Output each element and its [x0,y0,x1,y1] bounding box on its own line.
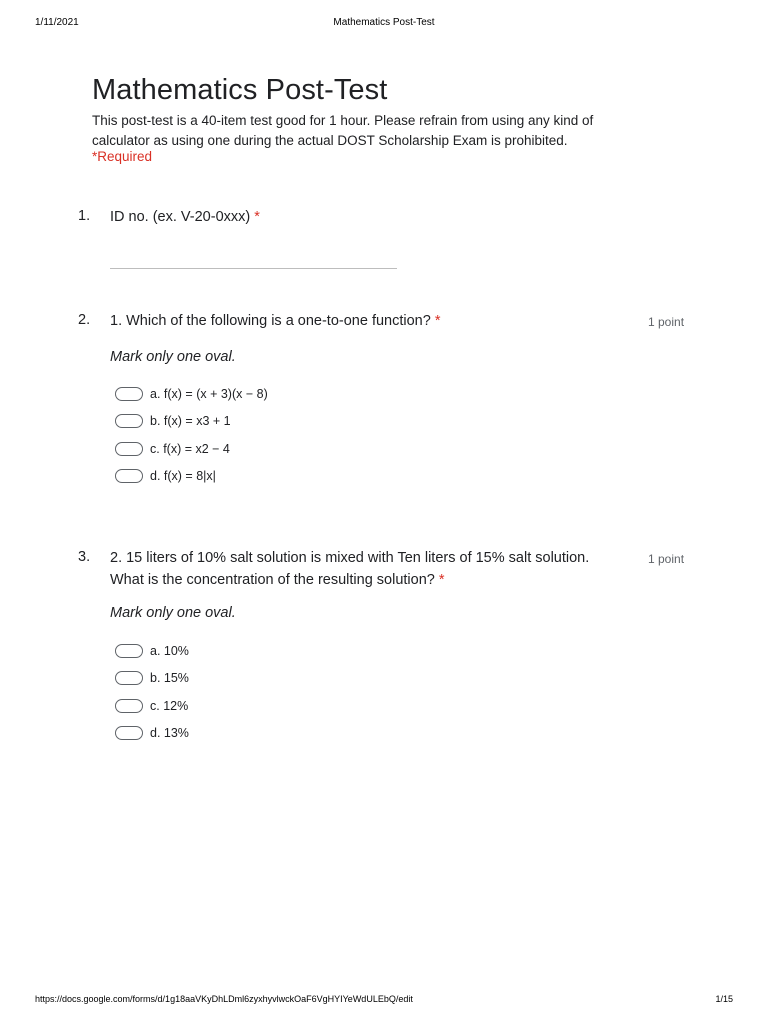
radio-oval[interactable] [115,469,143,483]
print-title: Mathematics Post-Test [333,17,435,28]
question-text [110,547,589,591]
option-d[interactable] [115,724,189,742]
question-label: ID no. (ex. V-20-0xxx) [110,209,251,225]
question-text [110,206,260,228]
option-label: c. 12% [150,699,189,713]
option-b[interactable] [115,669,189,687]
question-label-line-2 [110,569,589,591]
question-number: 3. [78,549,91,565]
question-text [110,310,441,332]
radio-oval[interactable] [115,414,143,428]
points-badge: 1 point [648,315,685,329]
question-label: What is the concentration of the resulting solution? [110,572,435,588]
radio-oval[interactable] [115,644,143,658]
required-asterisk: * [254,209,260,225]
question-label-line-1: 2. 15 liters of 10% salt solution is mixed with Ten liters of 15% salt solution. [110,550,590,566]
option-a[interactable] [115,642,189,660]
radio-oval[interactable] [115,387,143,401]
form-title: Mathematics Post-Test [92,74,388,106]
question-label: 1. Which of the following is a one-to-one function? [110,313,431,329]
print-date: 1/11/2021 [35,17,79,28]
radio-oval[interactable] [115,726,143,740]
option-label: a. 10% [150,644,189,658]
question-number: 1. [78,208,91,224]
option-label: d. f(x) = 8|x| [150,469,216,483]
option-b[interactable] [115,412,231,430]
form-description: This post-test is a 40-item test good for 1 hour. Please refrain from using any kind of calculator as using one during the actual DOST Scholarship Exam is prohibited. [92,113,594,148]
print-url: https://docs.google.com/forms/d/1g18aaVKyDhLDml6zyxhyvlwckOaF6VgHYIYeWdULEbQ/edit [35,994,413,1004]
id-answer-field[interactable] [110,268,397,269]
radio-oval[interactable] [115,442,143,456]
required-note: *Required [92,149,153,164]
question-instruction: Mark only one oval. [110,605,236,621]
option-label: b. 15% [150,671,189,685]
page-number: 1/15 [715,994,733,1004]
option-label: d. 13% [150,726,189,740]
points-badge: 1 point [648,552,685,566]
option-c[interactable] [115,440,230,458]
option-label: c. f(x) = x2 − 4 [150,442,230,456]
required-asterisk: * [438,572,445,588]
radio-oval[interactable] [115,699,143,713]
option-label: b. f(x) = x3 + 1 [150,414,231,428]
print-header [0,17,768,31]
option-d[interactable] [115,467,216,485]
radio-oval[interactable] [115,671,143,685]
question-number: 2. [78,312,91,328]
print-footer [0,994,768,1008]
question-instruction: Mark only one oval. [110,349,236,365]
required-asterisk: * [434,313,441,329]
option-c[interactable] [115,697,188,715]
option-a[interactable] [115,385,268,403]
option-label: a. f(x) = (x + 3)(x − 8) [150,387,268,401]
